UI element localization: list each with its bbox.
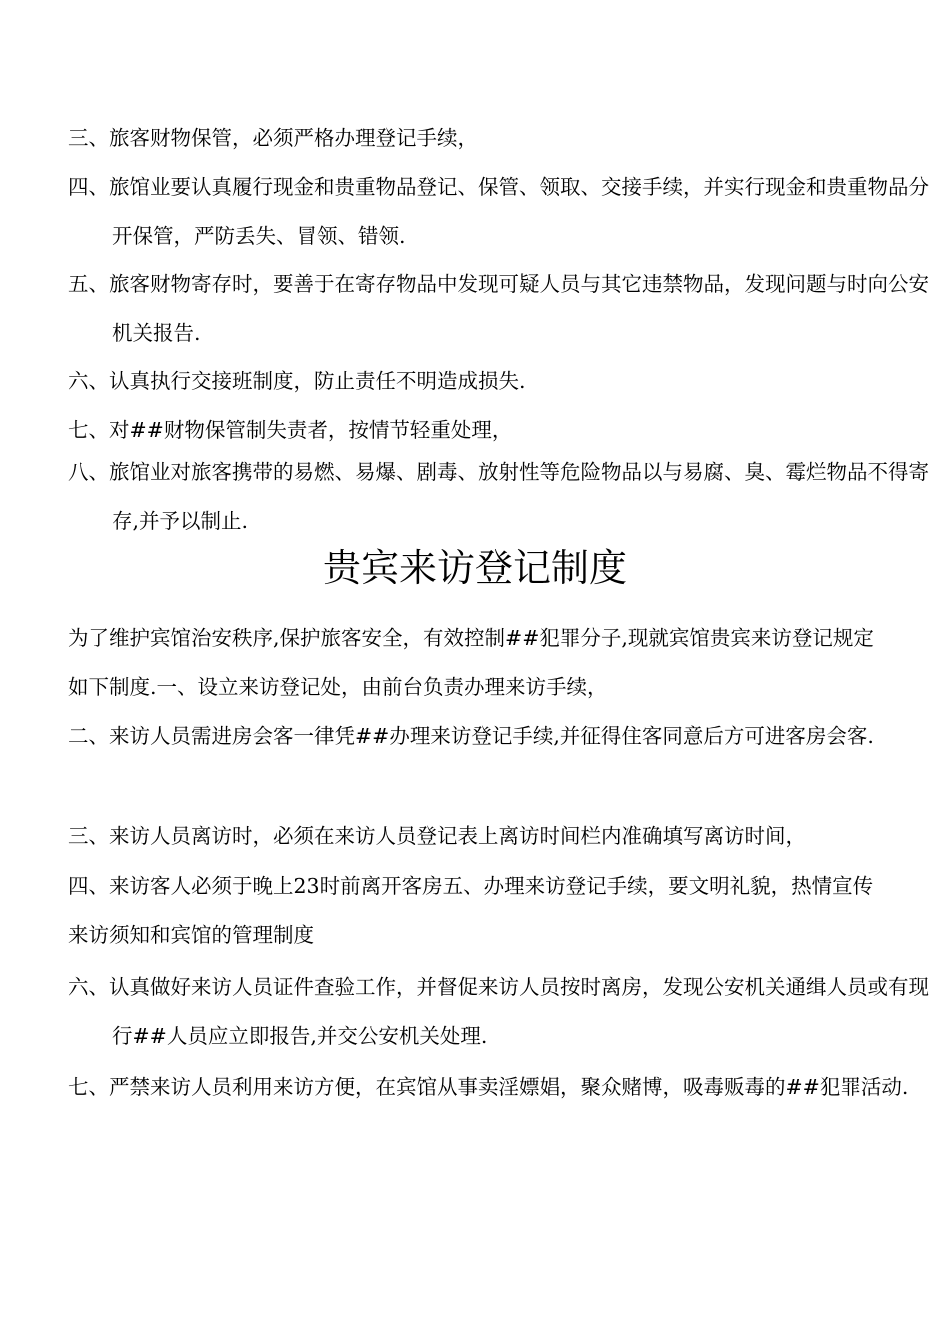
item-number: 二、 [68,724,109,748]
item-text: 来访客人必须于晚上23时前离开客房五、办理来访登记手续，要文明礼貌，热情宣传来访须知和宾馆的管理制度 [68,874,874,947]
intro-paragraph: 为了维护宾馆治安秩序,保护旅客安全，有效控制##犯罪分子,现就宾馆贵宾来访登记规定如下制度.一、设立来访登记处，由前台负责办理来访手续， [68,626,874,699]
item-number: 四、 [68,175,109,199]
visit-item-3 [68,812,930,861]
item-text: 旅馆业对旅客携带的易燃、易爆、剧毒、放射性等危险物品以与易腐、臭、霉烂物品不得寄存,并予以制止. [109,460,929,533]
item-text: 旅馆业要认真履行现金和贵重物品登记、保管、领取、交接手续，并实行现金和贵重物品分开保管，严防丢失、冒领、错领. [109,175,929,248]
item-text: 旅客财物寄存时，要善于在寄存物品中发现可疑人员与其它违禁物品，发现问题与时向公安机关报告. [109,272,929,345]
item-text: 旅客财物保管，必须严格办理登记手续， [109,126,478,150]
visit-item-2 [68,712,930,761]
rule-item-5 [68,260,930,358]
item-text: 对##财物保管制失责者，按情节轻重处理， [109,418,513,442]
item-number: 八、 [68,460,109,484]
item-number: 六、 [68,369,109,393]
item-number: 六、 [68,975,109,999]
item-number: 五、 [68,272,109,296]
item-text: 来访人员离访时，必须在来访人员登记表上离访时间栏内准确填写离访时间， [109,824,806,848]
rule-item-6 [68,357,930,406]
item-text: 来访人员需进房会客一律凭##办理来访登记手续,并征得住客同意后方可进客房会客. [109,724,874,748]
rule-item-8 [68,448,930,546]
item-number: 七、 [68,418,109,442]
rule-item-4 [68,163,930,261]
visit-item-7 [68,1063,930,1112]
item-number: 三、 [68,126,109,150]
item-text: 严禁来访人员利用来访方便，在宾馆从事卖淫嫖娼，聚众赌博，吸毒贩毒的##犯罪活动. [109,1075,909,1099]
visit-item-4 [68,862,886,960]
item-text: 认真执行交接班制度，防止责任不明造成损失. [109,369,526,393]
item-number: 七、 [68,1075,109,1099]
section-title: 贵宾来访登记制度 [322,546,627,590]
rule-item-3 [68,114,930,163]
visit-item-6 [68,963,930,1061]
item-number: 三、 [68,824,109,848]
item-number: 四、 [68,874,109,898]
item-text: 认真做好来访人员证件查验工作，并督促来访人员按时离房，发现公安机关通缉人员或有现行##人员应立即报告,并交公安机关处理. [109,975,929,1048]
